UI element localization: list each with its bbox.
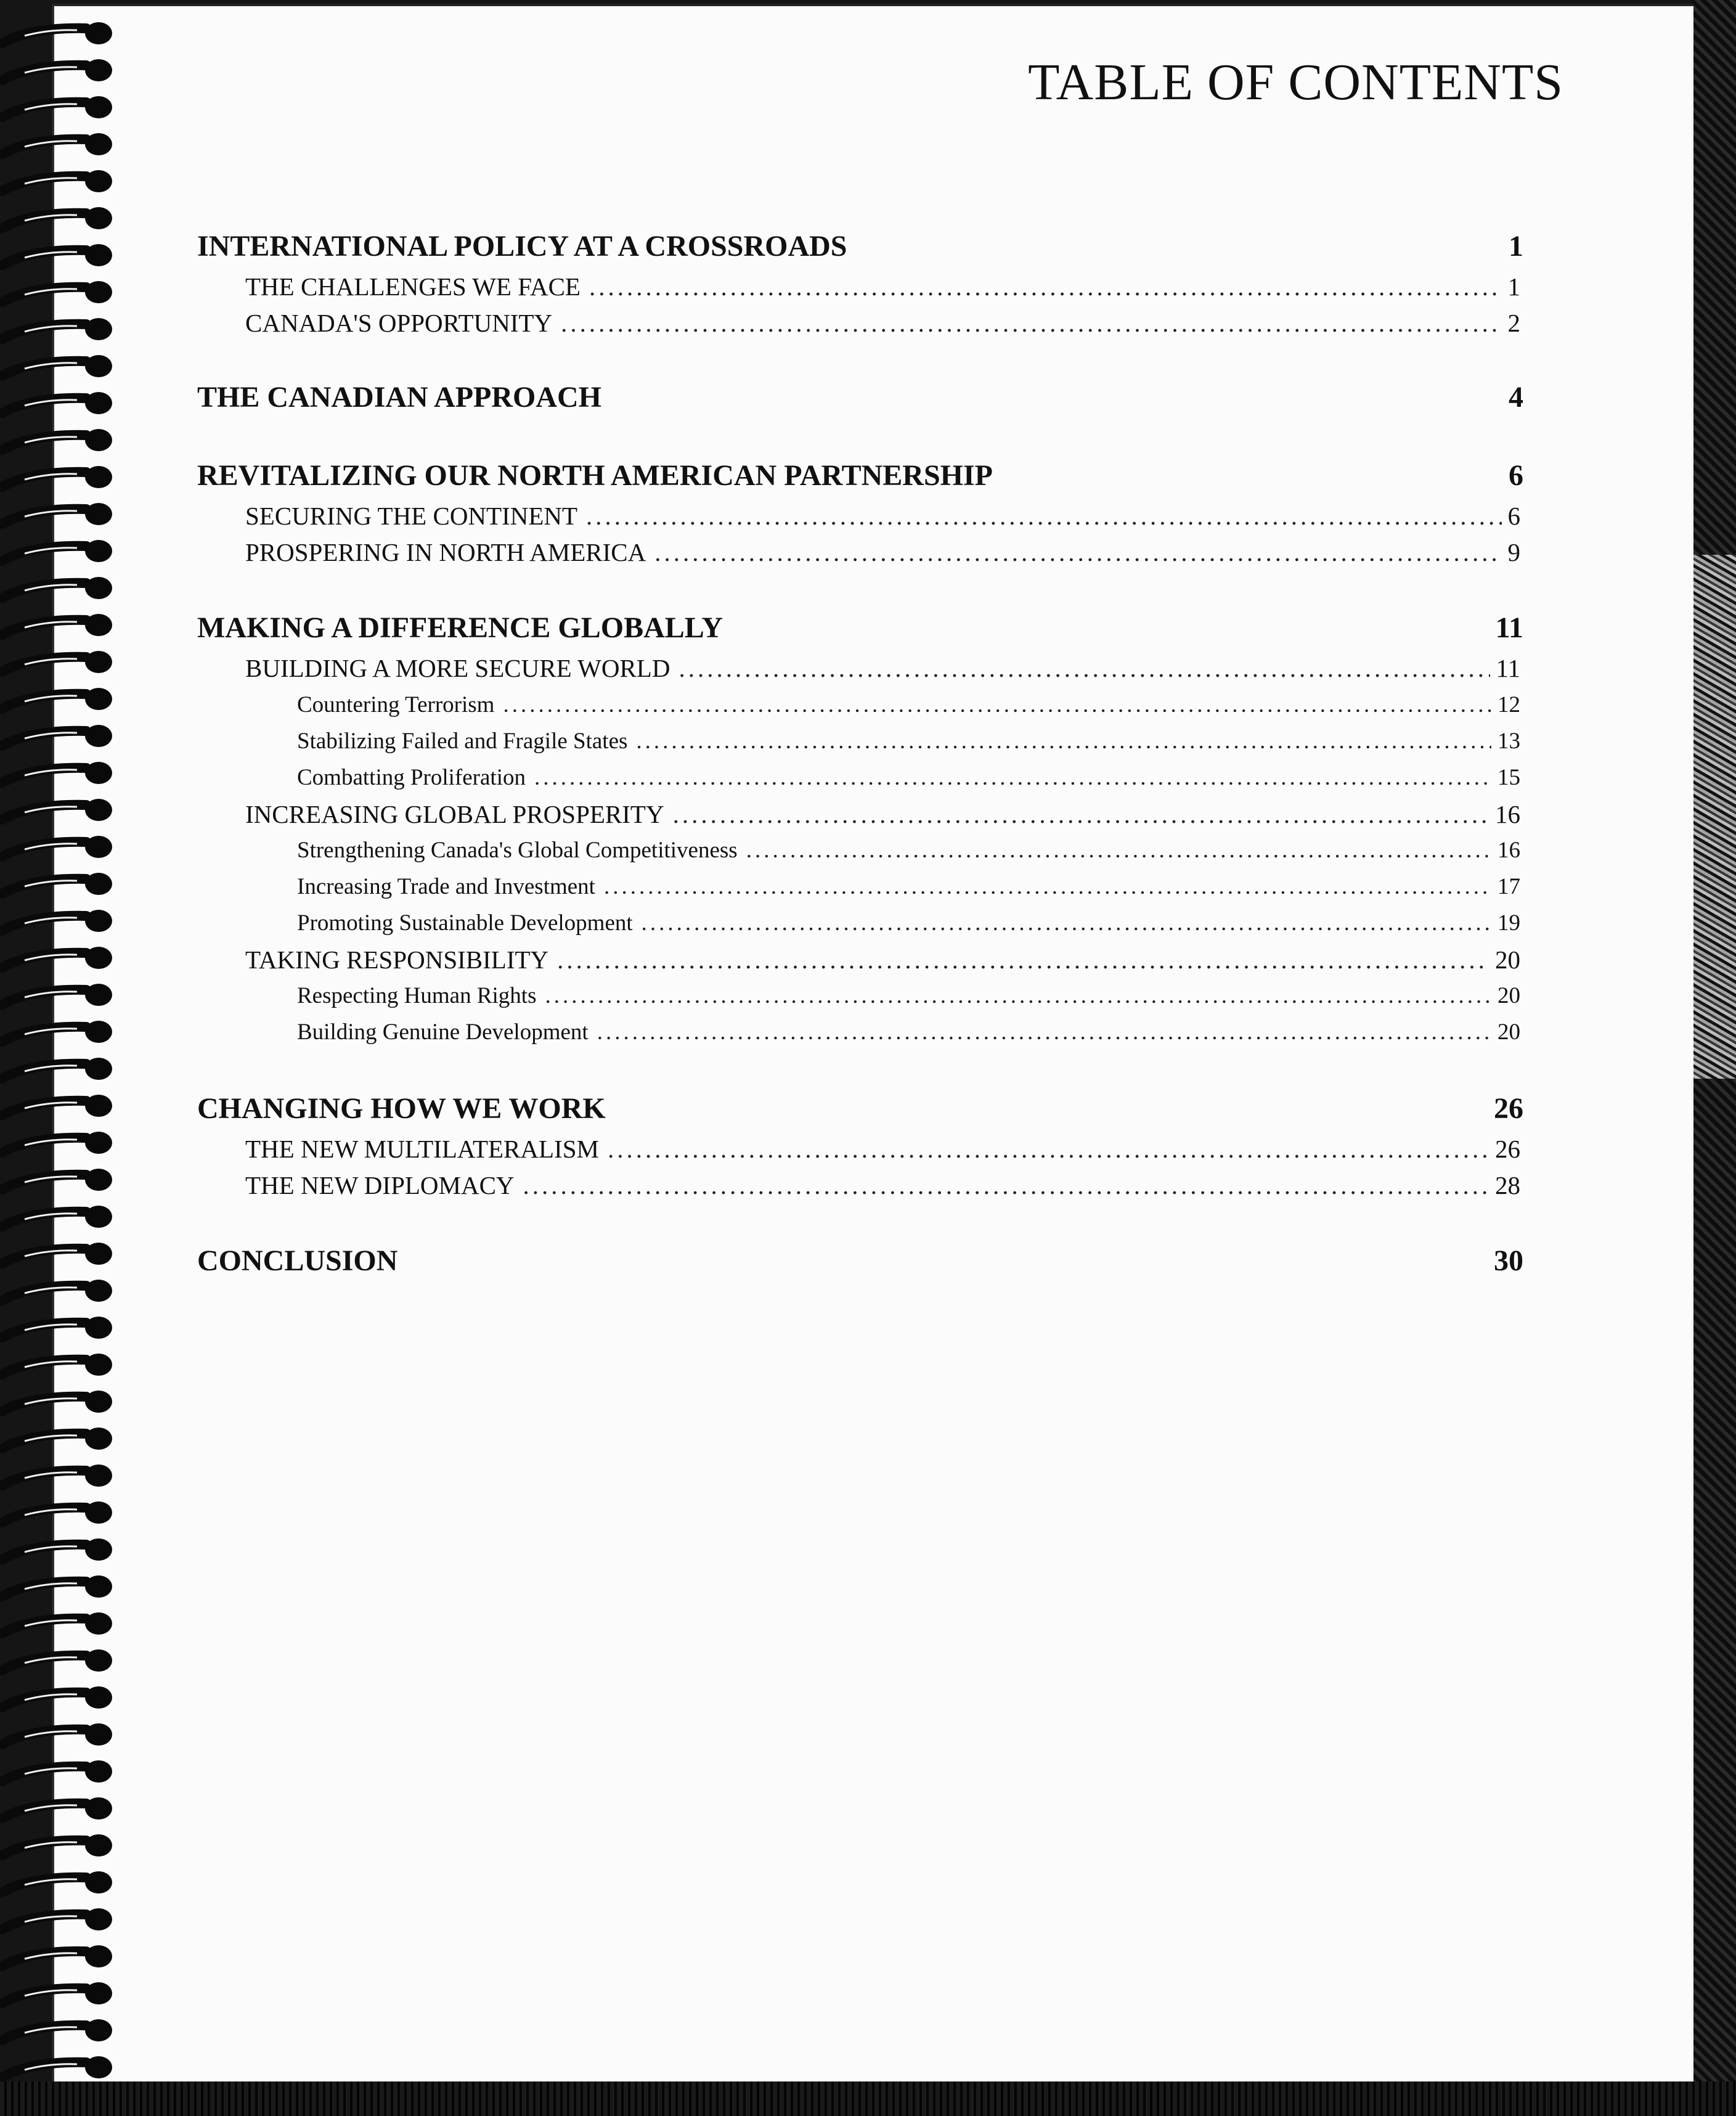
toc-subsection[interactable] (245, 272, 1520, 301)
dot-leader (604, 873, 1491, 900)
toc-subsubsection-label: Stabilizing Failed and Fragile States (297, 729, 628, 754)
toc-subsubsection[interactable] (297, 728, 1520, 754)
toc-subsection-label: TAKING RESPONSIBILITY (245, 946, 549, 974)
page-bottom-edge (0, 2081, 1736, 2116)
page-title: TABLE OF CONTENTS (1028, 54, 1563, 111)
toc-subsection-label: THE CHALLENGES WE FACE (245, 272, 581, 301)
toc-page-number: 11 (1495, 611, 1523, 644)
toc-subsection[interactable] (245, 1134, 1520, 1164)
toc-page-number: 20 (1498, 983, 1520, 1008)
dot-leader (654, 537, 1501, 567)
dot-leader (503, 692, 1491, 718)
toc-subsection[interactable] (245, 501, 1520, 531)
toc-section-label: THE CANADIAN APPROACH (197, 381, 602, 414)
toc-page-number: 17 (1498, 874, 1520, 899)
toc-subsection-label: PROSPERING IN NORTH AMERICA (245, 538, 646, 566)
dot-leader (586, 501, 1501, 531)
toc-page-number: 16 (1495, 800, 1520, 828)
toc-subsubsection-label: Building Genuine Development (297, 1019, 589, 1045)
toc-page-number: 1 (1507, 272, 1520, 301)
toc-subsubsection[interactable] (297, 1019, 1520, 1045)
toc-subsubsection[interactable] (297, 692, 1520, 718)
dot-leader (746, 837, 1491, 864)
toc-page-number: 13 (1498, 729, 1520, 754)
dot-leader (589, 272, 1502, 301)
dot-leader (557, 945, 1489, 974)
dot-leader (545, 982, 1491, 1009)
toc-page-number: 20 (1495, 946, 1520, 974)
dot-leader (679, 653, 1489, 683)
toc-section-label: CONCLUSION (197, 1244, 398, 1277)
toc-subsection-label: SECURING THE CONTINENT (245, 502, 578, 530)
spiral-binding (0, 12, 117, 2108)
toc-section[interactable] (197, 229, 1523, 263)
dot-leader (561, 308, 1501, 338)
toc-page-number: 30 (1494, 1244, 1523, 1277)
toc-subsection[interactable] (245, 653, 1520, 683)
toc-section-label: CHANGING HOW WE WORK (197, 1092, 606, 1125)
toc-page-number: 15 (1498, 765, 1520, 790)
toc-page-number: 6 (1507, 502, 1520, 530)
toc-subsubsection[interactable] (297, 982, 1520, 1009)
toc-subsubsection-label: Countering Terrorism (297, 692, 495, 717)
toc-section-label: INTERNATIONAL POLICY AT A CROSSROADS (197, 230, 847, 263)
toc-subsection-label: INCREASING GLOBAL PROSPERITY (245, 800, 664, 828)
dot-leader (636, 728, 1491, 754)
toc-page-number: 9 (1507, 538, 1520, 566)
toc-section[interactable] (197, 611, 1523, 645)
dot-leader (608, 1134, 1489, 1164)
toc-subsection[interactable] (245, 1170, 1520, 1200)
toc-page-number: 6 (1509, 459, 1523, 492)
toc-page-number: 20 (1498, 1019, 1520, 1045)
toc-page-number: 11 (1496, 654, 1520, 682)
toc-section-label: REVITALIZING OUR NORTH AMERICAN PARTNERSHIP (197, 459, 993, 492)
toc-page-number: 26 (1494, 1092, 1523, 1125)
toc-subsubsection[interactable] (297, 764, 1520, 791)
toc-section[interactable] (197, 1092, 1523, 1125)
toc-subsubsection-label: Combatting Proliferation (297, 765, 526, 790)
toc-subsubsection-label: Respecting Human Rights (297, 983, 537, 1008)
toc-subsection-label: CANADA'S OPPORTUNITY (245, 309, 553, 337)
toc-section[interactable] (197, 1244, 1523, 1278)
toc-subsubsection[interactable] (297, 873, 1520, 900)
toc-page-number: 28 (1495, 1171, 1520, 1199)
toc-page-number: 26 (1495, 1135, 1520, 1163)
dot-leader (523, 1170, 1489, 1200)
toc-subsection[interactable] (245, 308, 1520, 338)
dot-leader (597, 1019, 1491, 1045)
toc-subsection-label: THE NEW DIPLOMACY (245, 1171, 515, 1199)
toc-subsection[interactable] (245, 945, 1520, 974)
toc-page-number: 12 (1498, 692, 1520, 717)
toc-page-number: 1 (1509, 230, 1523, 263)
dot-leader (673, 799, 1489, 829)
toc-subsubsection-label: Increasing Trade and Investment (297, 874, 595, 899)
toc-section[interactable] (197, 380, 1523, 414)
toc-subsubsection[interactable] (297, 910, 1520, 936)
toc-subsection[interactable] (245, 799, 1520, 829)
dot-leader (642, 910, 1491, 936)
toc-page-number: 4 (1509, 381, 1523, 414)
toc-section-label: MAKING A DIFFERENCE GLOBALLY (197, 611, 723, 644)
toc-page-number: 19 (1498, 910, 1520, 936)
toc-subsection[interactable] (245, 537, 1520, 567)
toc-subsection-label: THE NEW MULTILATERALISM (245, 1135, 599, 1163)
toc-section[interactable] (197, 459, 1523, 492)
toc-subsubsection[interactable] (297, 837, 1520, 864)
toc-subsubsection-label: Promoting Sustainable Development (297, 910, 633, 936)
toc-subsection-label: BUILDING A MORE SECURE WORLD (245, 654, 670, 682)
toc-page-number: 16 (1498, 838, 1520, 863)
toc-subsubsection-label: Strengthening Canada's Global Competitiveness (297, 838, 738, 863)
toc-page-number: 2 (1507, 309, 1520, 337)
dot-leader (534, 764, 1491, 791)
